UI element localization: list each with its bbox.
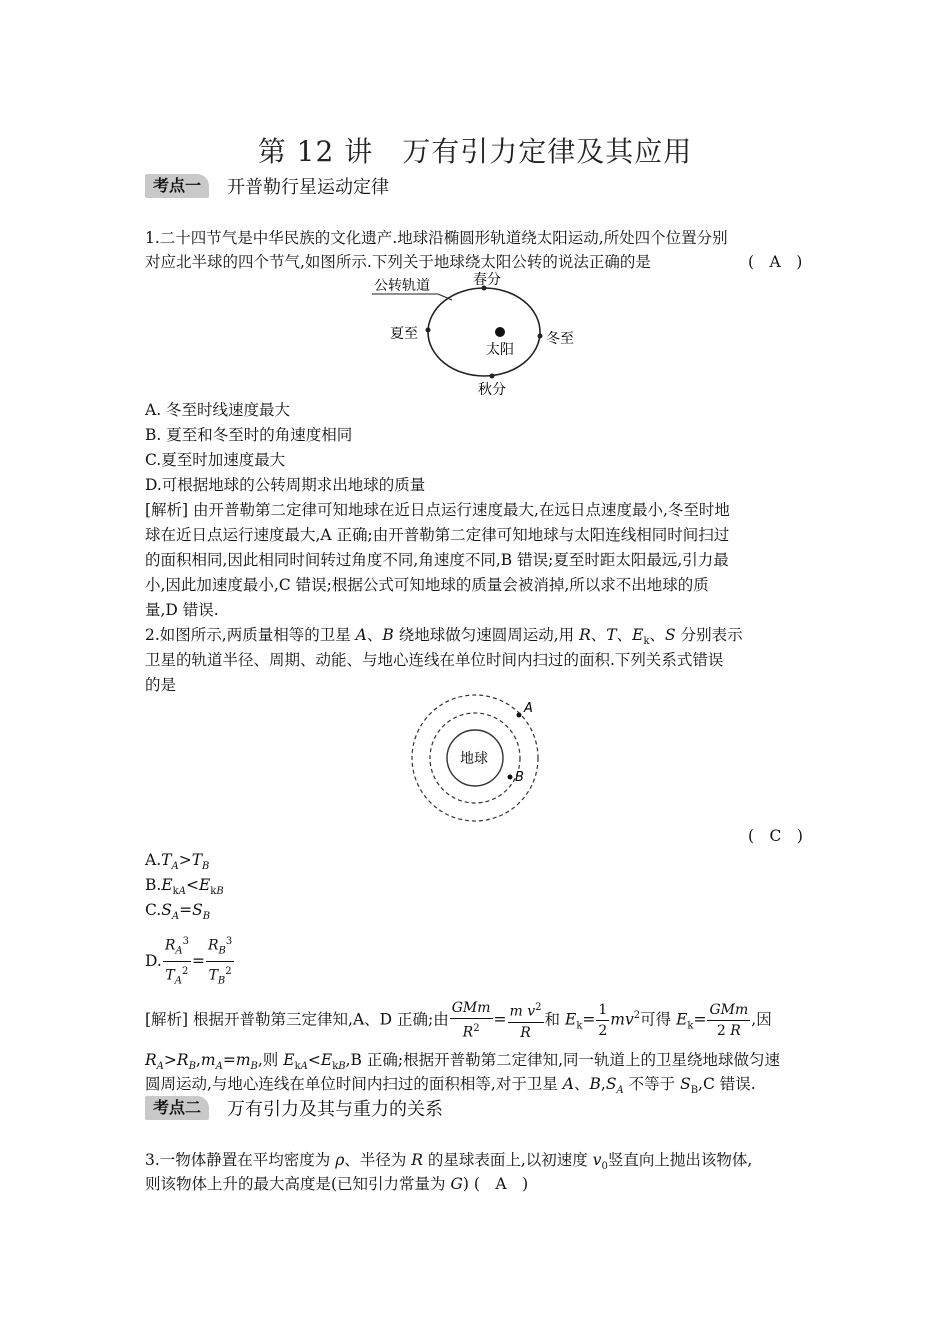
section-header-1 [145, 174, 389, 198]
orbit-ellipse [428, 288, 540, 376]
satellite-b-label: B [515, 770, 524, 785]
label-sun: 太阳 [486, 342, 514, 358]
point-summer [426, 328, 431, 333]
q2-answer: ( C ) [748, 827, 803, 845]
label-autumn: 秋分 [478, 382, 506, 398]
q1-stem-line-2: 对应北半球的四个节气,如图所示.下列关于地球绕太阳公转的说法正确的是 [145, 253, 651, 271]
satellite-a [517, 713, 522, 718]
q1-option-b: B. 夏至和冬至时的角速度相同 [145, 426, 353, 444]
q2-option-d: D. $\frac{R_A^3}{T_A^2}$ = $\frac{R_B^3}{T_B^2}$ [145, 932, 235, 992]
q1-orbit-diagram [370, 270, 590, 400]
satellite-b [508, 775, 513, 780]
section-title: 开普勒行星运动定律 [227, 177, 390, 198]
q1-analysis-line-5: 量,D 错误. [145, 601, 219, 619]
section-header-2 [145, 1096, 443, 1120]
label-winter: 冬至 [546, 331, 574, 347]
q2-analysis-line-2: $R_A>R_B,m_A=m_B$,则 $E_{kA}<E_{kB},B$ 正确;根据开普勒第二定律知,同一轨道上的卫星绕地球做匀速 [145, 1051, 781, 1073]
q2-orbit-diagram [405, 690, 545, 826]
q3-stem-line-2: 则该物体上升的最大高度是(已知引力常量为 G) ( A ) [145, 1175, 529, 1193]
q2-stem-line-2: 卫星的轨道半径、周期、动能、与地心连线在单位时间内扫过的面积.下列关系式错误 [145, 651, 724, 669]
point-winter [538, 334, 543, 339]
satellite-a-label: A [524, 701, 533, 716]
q1-analysis-line-3: 的面积相同,因此相同时间转过角度不同,角速度不同,B 错误;夏至时距太阳最远,引力最 [145, 551, 729, 569]
label-summer: 夏至 [390, 326, 418, 342]
q1-analysis-line-4: 小,因此加速度最小,C 错误;根据公式可知地球的质量会被消掉,所以求不出地球的质 [145, 576, 709, 594]
page-title: 第 12 讲 万有引力定律及其应用 [257, 135, 693, 168]
section-title: 万有引力及其与重力的关系 [227, 1099, 444, 1120]
q1-option-a: A. 冬至时线速度最大 [145, 401, 291, 419]
q2-option-b: $B.E_{kA}<E_{kB}$ [145, 876, 224, 898]
q1-analysis-line-1: [解析] 由开普勒第二定律可知地球在近日点运行速度最大,在远日点速度最小,冬至时地 [145, 501, 730, 519]
q1-stem-line-1: 1.二十四节气是中华民族的文化遗产.地球沿椭圆形轨道绕太阳运动,所处四个位置分别 [145, 229, 728, 247]
q2-analysis-line-1: [解析] 根据开普勒第三定律知,A、D 正确;由 $\frac{\text{GMm}}{R^2}$ = $\frac{m v^2}{R}$ 和 $E_k=$ $\frac{1}{2}$ $mv^2$可得 $E_k=$ $\frac{\text{GMm}}{2 R}$ ,因 [145, 1000, 772, 1041]
point-autumn [490, 374, 495, 379]
label-spring: 春分 [473, 272, 501, 288]
section-badge: 考点一 [145, 174, 209, 198]
q2-stem-line-1: 2.如图所示,两质量相等的卫星 A、B 绕地球做匀速圆周运动,用 R、T、$E_k$、S 分别表示 [145, 626, 743, 648]
q2-option-a: $A.T_A>T_B$ [145, 851, 210, 873]
section-badge: 考点二 [145, 1096, 209, 1120]
q2-analysis-line-3: 圆周运动,与地心连线在单位时间内扫过的面积相等,对于卫星 A、$B,S_A$ 不等于 $S_B,C$ 错误. [145, 1075, 756, 1097]
q2-option-c: $C.S_A=S_B$ [145, 901, 211, 923]
q1-option-c: C.夏至时加速度最大 [145, 451, 286, 469]
q2-stem-line-3: 的是 [145, 676, 177, 694]
earth-label: 地球 [460, 751, 488, 767]
q1-answer: ( A ) [748, 253, 803, 271]
q3-stem-line-1: 3.一物体静置在平均密度为 ρ、半径为 R 的星球表面上,以初速度 $v_0$竖直向上抛出该物体, [145, 1151, 753, 1173]
sun-dot [495, 327, 505, 337]
q1-analysis-line-2: 球在近日点运行速度最大,A 正确;由开普勒第二定律可知地球与太阳连线相同时间扫过 [145, 526, 730, 544]
orbit-label: 公转轨道 [374, 278, 430, 294]
q1-option-d: D.可根据地球的公转周期求出地球的质量 [145, 476, 426, 494]
q3-answer: ( A ) [473, 1175, 529, 1193]
